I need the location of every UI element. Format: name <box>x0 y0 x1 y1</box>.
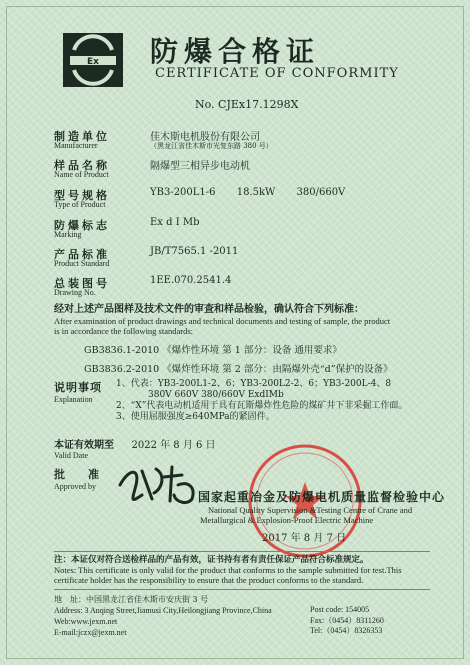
notes <box>54 555 424 585</box>
signature-mark <box>112 455 202 510</box>
ex-logo <box>62 32 124 88</box>
footer-contact <box>54 594 272 638</box>
certificate-title-en: CERTIFICATE OF CONFORMITY <box>155 66 399 81</box>
explanation-label-en: Explanation <box>54 395 93 404</box>
divider <box>54 551 430 552</box>
organization-name-en-1: National Quality Supervision &Testing Centre of Crane and <box>208 505 413 515</box>
manufacturer-label-en: Manufacturer <box>54 141 98 150</box>
manufacturer-label: 制造单位 <box>54 130 110 143</box>
marking-label-en: Marking <box>54 230 82 239</box>
issue-date: 2017 年 8 月 7 日 <box>262 533 347 544</box>
note-en-1: Notes: This certificate is only valid for the product that conforms to the sample submitted for test.This <box>54 565 402 575</box>
explanation-line: 1、代表：YB3-200L1-2、6；YB3-200L2-2、6；YB3-200L-4、8 <box>116 379 392 389</box>
model-label-en: Type of Product <box>54 200 106 209</box>
explanation-line: 2、“X”代表电动机适用于具有瓦斯爆炸性危险的煤矿井下非采掘工作面。 <box>116 401 408 411</box>
explanation-line: 3、使用屈服强度≥640MPa的紧固件。 <box>116 412 275 422</box>
logo-text: Ex <box>87 57 99 67</box>
examination-cn: 经对上述产品图样及技术文件的审查和样品检验，确认符合下列标准： <box>54 304 364 315</box>
validity-label: 本证有效期至 <box>54 440 114 451</box>
approval-group <box>54 466 105 491</box>
approval-label-en: Approved by <box>54 482 96 491</box>
footer-phone <box>310 605 384 637</box>
drawing-label-en: Drawing No. <box>54 288 96 297</box>
model-voltage: 380/660V <box>296 187 346 198</box>
standard-item: GB3836.1-2010 《爆炸性环境 第 1 部分：设备 通用要求》 <box>84 345 342 356</box>
standard-label-en: Product Standard <box>54 259 110 268</box>
explanation-line: 380V 660V 380/660V ExdIMb <box>148 390 284 400</box>
divider <box>54 589 430 590</box>
certificate-number: No. CJEx17.1298X <box>195 98 299 111</box>
standard-value: JB/T7565.1 -2011 <box>150 246 239 257</box>
website: Web:www.jexm.net <box>54 617 118 626</box>
address-en: Address: 3 Anqing Street,Jiamusi City,Heilongjiang Province,China <box>54 606 272 615</box>
model-value <box>150 187 363 198</box>
manufacturer-value: 佳木斯电机股份有限公司 <box>150 132 260 143</box>
model-power: 18.5kW <box>236 187 276 198</box>
explanation-label-group <box>54 379 102 404</box>
product-label: 样品名称 <box>54 159 110 172</box>
drawing-label: 总装图号 <box>54 277 110 290</box>
explanation-list <box>116 379 436 423</box>
note-en-2: certificate holder has the responsibility to ensure that the product conforms to the standard. <box>54 575 364 585</box>
tel: Tel:（0454）8326353 <box>310 626 383 635</box>
product-value: 隔爆型三相异步电动机 <box>150 161 250 172</box>
note-cn: 注：本证仅对符合送检样品的产品有效，证书持有者有责任保证产品符合标准规定。 <box>54 555 369 565</box>
manufacturer-address: （黑龙江省佳木斯市光复东路 380 号） <box>150 142 273 150</box>
drawing-value: 1EE.070.2541.4 <box>150 275 232 286</box>
examination-en-1: After examination of product drawings and technical documents and testing of sample, the product <box>54 316 391 326</box>
examination-en-2: is in accordance the following standards: <box>54 326 194 336</box>
explanation-label: 说明事项 <box>54 381 102 394</box>
marking-value: Ex d I Mb <box>150 217 200 228</box>
model-type: YB3-200L1-6 <box>150 187 216 198</box>
email: E-mail:jczx@jexm.net <box>54 628 127 637</box>
certificate-title: 防爆合格证 <box>150 35 321 68</box>
validity-label-en: Valid Date <box>54 451 88 460</box>
standard-item: GB3836.2-2010 《爆炸性环境 第 2 部分：由隔爆外壳“d”保护的设备》 <box>84 364 393 375</box>
validity-date: 2022 年 8 月 6 日 <box>131 440 216 451</box>
fax: Fax:（0454）8311260 <box>310 615 384 625</box>
product-label-en: Name of Product <box>54 170 109 179</box>
marking-label: 防爆标志 <box>54 219 110 232</box>
organization-name-en-2: Metallurgical & Explosion-Proof Electric Machine <box>200 515 374 525</box>
organization-name: 国家起重冶金及防爆电机质量监督检验中心 <box>198 490 446 504</box>
model-label: 型号规格 <box>54 189 110 202</box>
approval-label: 批 准 <box>54 468 105 481</box>
examination-statement <box>54 304 424 336</box>
standard-label: 产品标准 <box>54 248 110 261</box>
address-cn: 地 址：中国黑龙江省佳木斯市安庆街 3 号 <box>54 595 209 604</box>
post-code: Post code: 154005 <box>310 605 370 614</box>
